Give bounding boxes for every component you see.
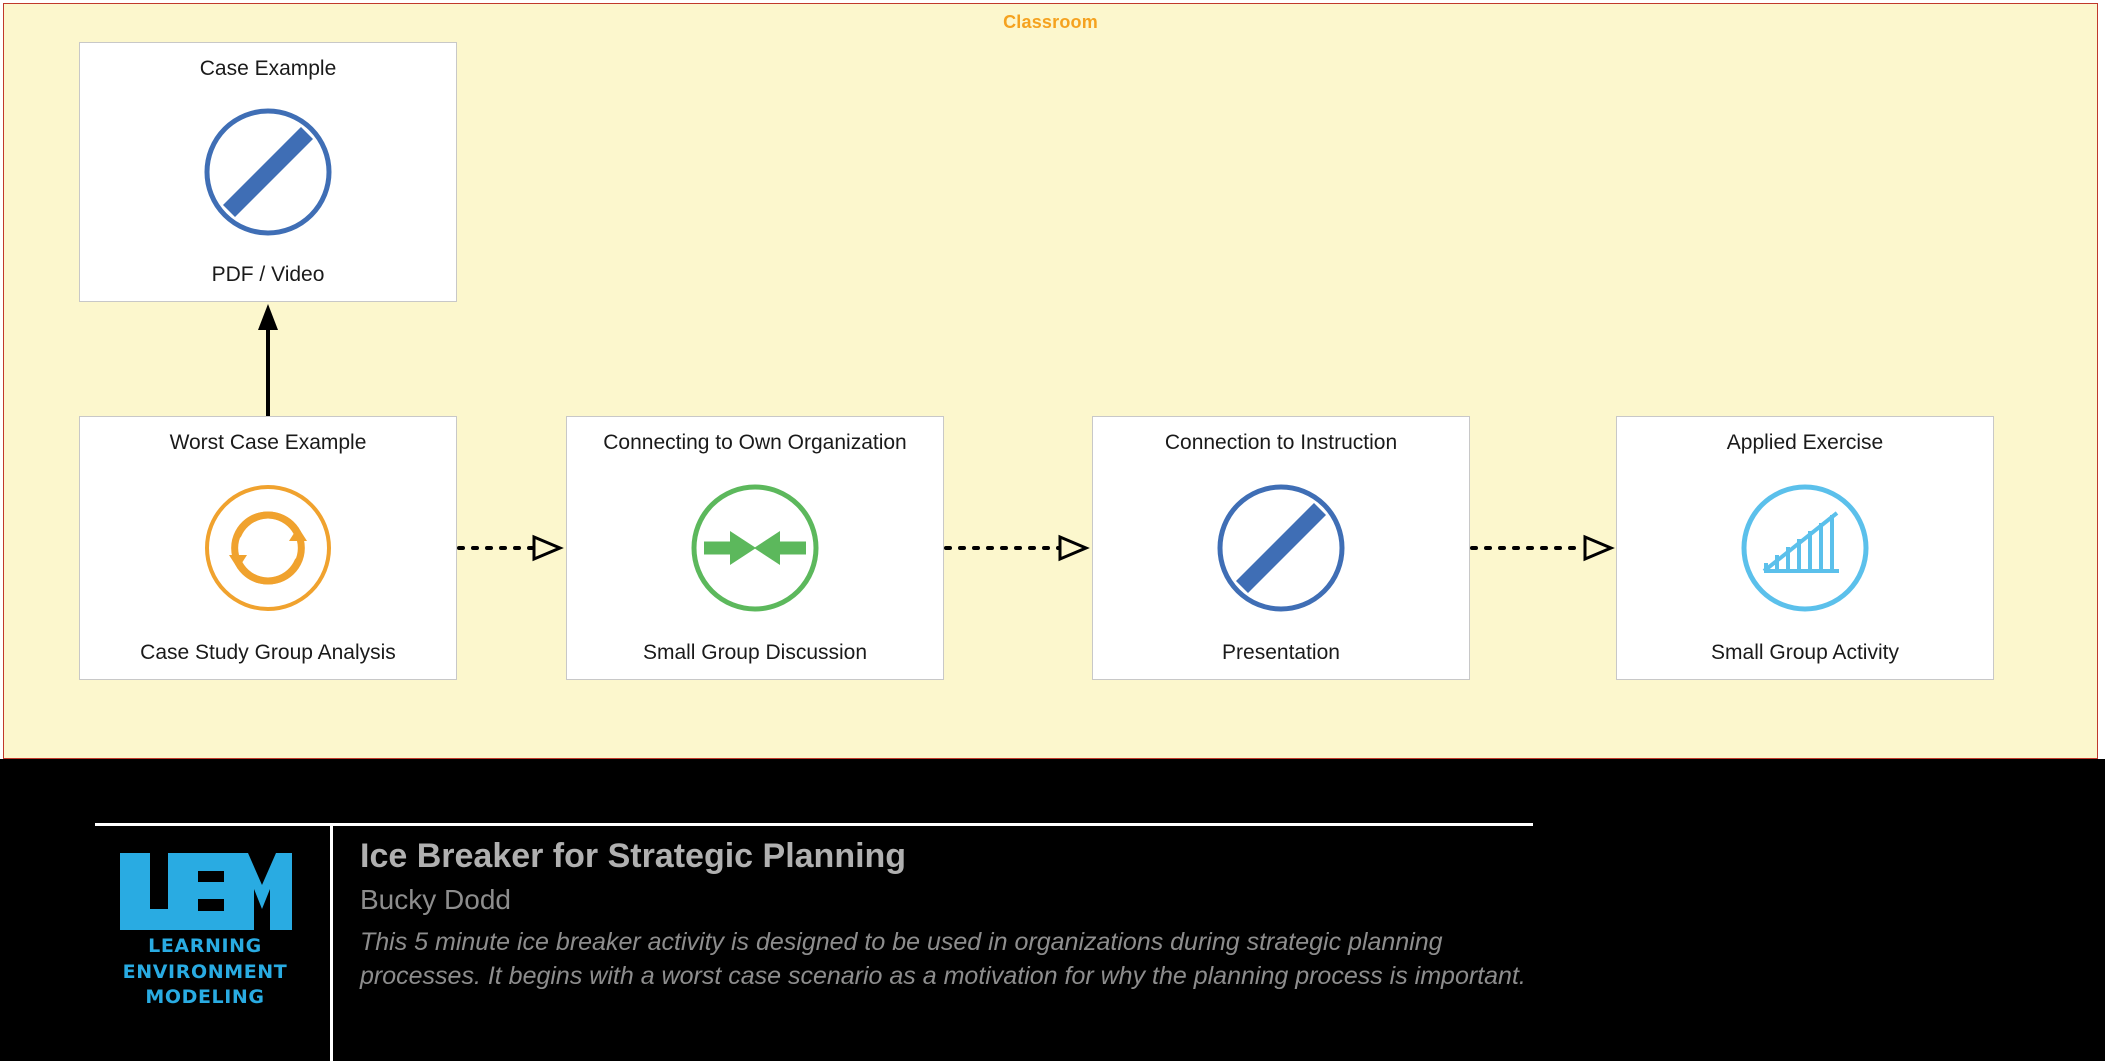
card-footer: PDF / Video	[211, 262, 325, 286]
card-footer: Presentation	[1222, 640, 1340, 664]
diagonal-line-in-circle-icon	[1216, 455, 1346, 641]
card-footer: Case Study Group Analysis	[140, 640, 396, 664]
card-footer: Small Group Discussion	[642, 640, 868, 664]
footer-bar	[0, 759, 2105, 1061]
card-footer: Small Group Activity	[1711, 640, 1899, 664]
card-title: Connecting to Own Organization	[603, 431, 907, 454]
card-title: Worst Case Example	[169, 431, 367, 454]
card-case-example[interactable]	[79, 42, 457, 302]
card-connecting-to-own-organization[interactable]	[566, 416, 944, 680]
circular-arrows-icon	[203, 455, 333, 641]
footer-text-block	[360, 835, 1540, 994]
classroom-region	[3, 3, 2098, 759]
card-applied-exercise[interactable]	[1616, 416, 1994, 680]
lem-logo-line-2: ENVIRONMENT	[122, 960, 288, 983]
classroom-region-label: Classroom	[1003, 12, 1098, 32]
lem-logo-mark	[116, 849, 294, 934]
ascending-bars-icon	[1740, 455, 1870, 641]
card-worst-case-example[interactable]	[79, 416, 457, 680]
converging-arrows-icon	[690, 455, 820, 641]
card-connection-to-instruction[interactable]	[1092, 416, 1470, 680]
card-title: Applied Exercise	[1726, 431, 1884, 454]
module-title: Ice Breaker for Strategic Planning	[360, 837, 907, 875]
footer-divider-horizontal	[95, 823, 1533, 826]
lem-logo-line-1: LEARNING	[148, 935, 262, 957]
footer-divider-vertical	[330, 825, 333, 1061]
card-title: Case Example	[199, 57, 337, 80]
lem-logo	[110, 849, 300, 1011]
module-description: This 5 minute ice breaker activity is designed to be used in organizations during strategic planning processes. It begins with a worst case scenario as a motivation for why the planning process is important.	[360, 927, 1526, 990]
connector-worst-case-to-connecting-org	[459, 537, 560, 559]
lem-logo-line-3: MODELING	[145, 986, 265, 1009]
diagonal-line-in-circle-icon	[203, 81, 333, 263]
module-author: Bucky Dodd	[360, 883, 511, 915]
connector-connecting-org-to-connection-instruction	[946, 537, 1086, 559]
connector-worst-case-to-case-example	[258, 304, 278, 416]
connector-connection-instruction-to-applied-exercise	[1472, 537, 1611, 559]
card-title: Connection to Instruction	[1164, 431, 1398, 454]
